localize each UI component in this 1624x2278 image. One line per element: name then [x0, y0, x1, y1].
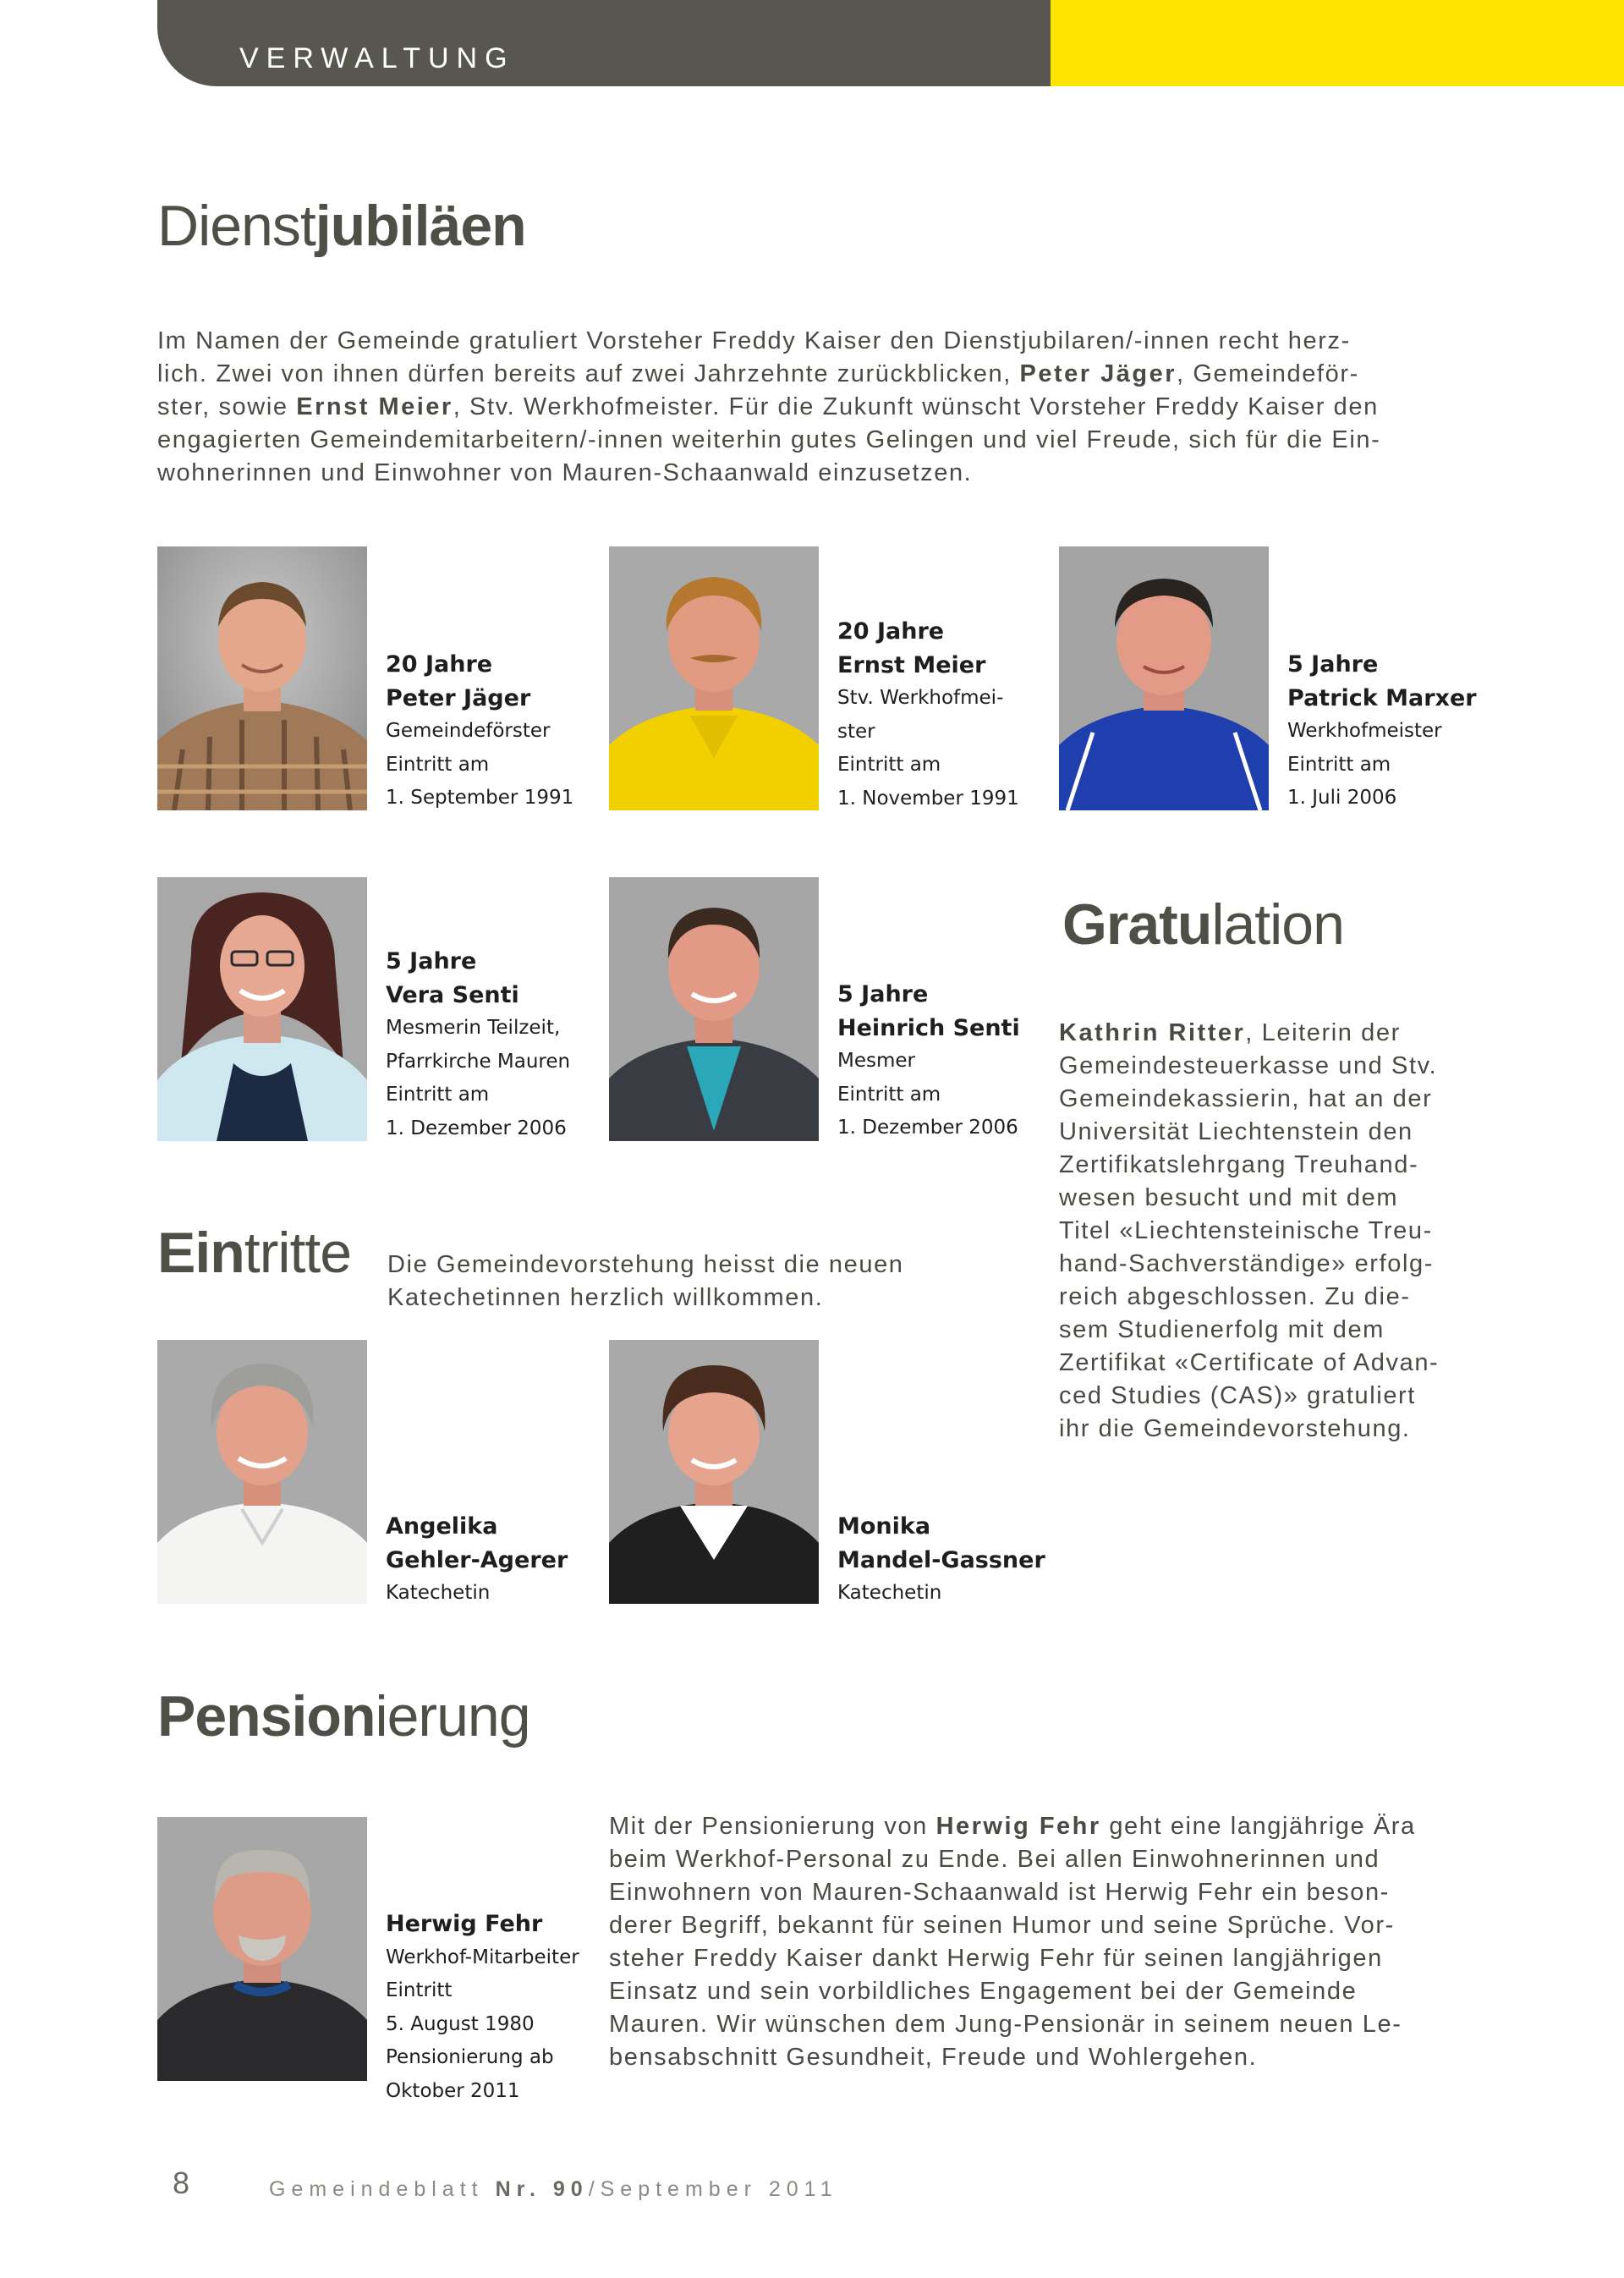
title-light: Dienst — [157, 194, 315, 258]
eintritte-paragraph: Die Gemeindevorstehung heisst die neuen Katechetinnen herzlich willkommen. — [387, 1251, 904, 1311]
person-name: Heinrich Senti — [837, 1014, 1020, 1041]
portrait-photo — [157, 1340, 367, 1604]
portrait-photo — [157, 546, 367, 810]
pension-title — [157, 1683, 530, 1749]
title-light: lation — [1211, 892, 1344, 957]
title-bold: Ein — [157, 1221, 244, 1285]
section-label: VERWALTUNG — [239, 42, 515, 74]
intro-line: Im Namen der Gemeinde gratuliert Vorsteher Freddy Kaiser den Dienstjubilaren/-innen recht herz- — [157, 327, 1351, 354]
intro-line: lich. Zwei von ihnen dürfen bereits auf zwei Jahrzehnte zurückblicken, Peter Jäger, Gemeindeför- — [157, 360, 1359, 387]
title-bold: Pension — [157, 1684, 376, 1748]
caption-heinrich-senti: 5 Jahre Heinrich Senti Mesmer Eintritt am 1. Dezember 2006 — [837, 978, 1049, 1145]
person-name: Peter Jäger — [386, 684, 531, 711]
person-name: Angelika — [386, 1513, 498, 1540]
intro-line: ster, sowie Ernst Meier, Stv. Werkhofmeister. Für die Zukunft wünscht Vorsteher Freddy Kaiser den — [157, 393, 1379, 420]
caption-angelika-gehler-agerer: Angelika Gehler-Agerer Katechetin — [386, 1510, 597, 1611]
person-name: Herwig Fehr — [386, 1911, 543, 1937]
caption-ernst-meier: 20 Jahre Ernst Meier Stv. Werkhofmei- ster Eintritt am 1. November 1991 — [837, 615, 1049, 815]
caption-vera-senti: 5 Jahre Vera Senti Mesmerin Teilzeit, Pfarrkirche Mauren Eintritt am 1. Dezember 2006 — [386, 945, 597, 1145]
intro-line: wohnerinnen und Einwohner von Mauren-Schaanwald einzusetzen. — [157, 459, 973, 486]
eintritte-title — [157, 1220, 351, 1286]
title-bold: Gratu — [1062, 892, 1212, 957]
caption-herwig-fehr: Herwig Fehr Werkhof-Mitarbeiter Eintritt 5. August 1980 Pensionierung ab Oktober 2011 — [386, 1907, 597, 2108]
intro-line: engagierten Gemeindemitarbeitern/-innen weiterhin gutes Gelingen und viel Freude, sich für die Ein- — [157, 426, 1381, 453]
title-bold: jubiläen — [315, 194, 526, 258]
pension-paragraph: Mit der Pensionierung von Herwig Fehr geht eine langjährige Ära beim Werkhof-Personal zu Ende. Bei allen Einwohnerinnen und Einwohnern von Mauren-Schaanwald ist Herwig Fehr ein beson- derer Begriff, bekannt für seinen Humor und seine Sprüche. Vor- steher Freddy Kaiser dankt Herwig Fehr für seinen langjährigen Einsatz und sein vorbildliches Engagement bei der Gemeinde Mauren. Wir wünschen dem Jung-Pensionär in seinem neuen Le- bensabschnitt Gesundheit, Freude und Wohlergehen. — [609, 1813, 1416, 2071]
caption-monika-mandel-gassner: Monika Mandel-Gassner Katechetin — [837, 1510, 1049, 1611]
gratulation-paragraph: Kathrin Ritter, Leiterin der Gemeindesteuerkasse und Stv. Gemeindekassierin, hat an der Universität Liechtenstein den Zertifikatslehrgang Treuhand- wesen besucht und mit dem Titel «Liechtensteinische Treu- hand-Sachverständige» erfolg- reich abgeschlossen. Zu die- sem Studienerfolg mit dem Zertifikat «Certificate of Advan- ced Studies (CAS)» gratuliert ihr die Gemeindevorstehung. — [1059, 1019, 1440, 1442]
person-name: Monika — [837, 1513, 931, 1540]
person-name: Ernst Meier — [837, 651, 986, 678]
person-name: Patrick Marxer — [1287, 684, 1477, 711]
person-name: Vera Senti — [386, 981, 519, 1008]
portrait-photo — [157, 1817, 367, 2081]
portrait-photo — [1059, 546, 1269, 810]
portrait-photo — [609, 1340, 819, 1604]
title-light: tritte — [244, 1221, 352, 1285]
footer-publication: Gemeindeblatt Nr. 90/September 2011 — [269, 2177, 838, 2201]
page-number: 8 — [173, 2165, 190, 2200]
header-accent-bar — [1051, 0, 1624, 86]
gratulation-title — [1062, 892, 1344, 958]
caption-peter-jaeger: 20 Jahre Peter Jäger Gemeindeförster Eintritt am 1. September 1991 — [386, 648, 597, 815]
page-title — [157, 193, 526, 259]
portrait-photo — [157, 877, 367, 1141]
title-light: ierung — [375, 1684, 530, 1748]
portrait-photo — [609, 877, 819, 1141]
caption-patrick-marxer: 5 Jahre Patrick Marxer Werkhofmeister Eintritt am 1. Juli 2006 — [1287, 648, 1499, 815]
portrait-photo — [609, 546, 819, 810]
intro-paragraph — [157, 325, 1502, 490]
